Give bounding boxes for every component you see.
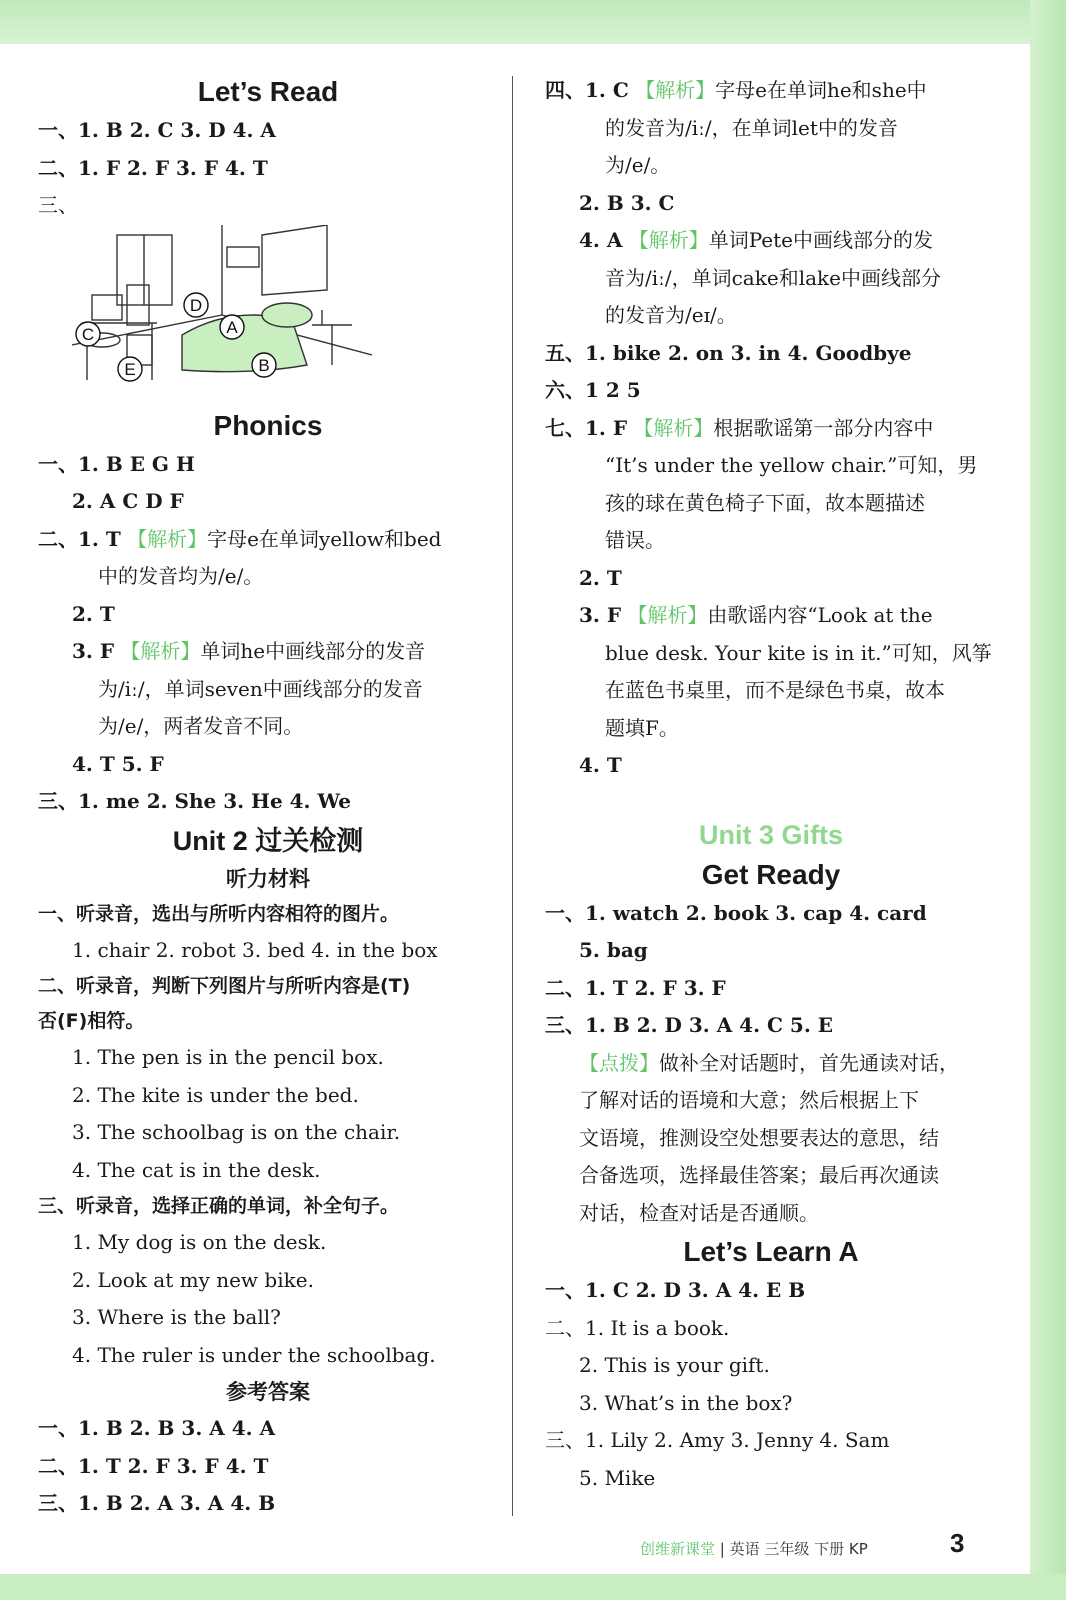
question-line: 二、听录音，判断下列图片与所听内容是(T) [38,975,411,997]
answer-line: 中的发音均为/e/。 [98,564,264,588]
label-c: C [81,324,95,344]
analysis-tag: 【解析】 [635,78,716,102]
tip-line: 【点拨】做补全对话题时，首先通读对话， [579,1050,959,1075]
tip-line: 对话，检查对话是否通顺。 [579,1200,819,1225]
answer-line: 4. A 【解析】单词Pete中画线部分的发 [579,228,933,252]
answer-line: 三、1. B 2. A 3. A 4. B [38,1491,276,1515]
answer-line: 三、1. B 2. D 3. A 4. C 5. E [545,1013,833,1037]
answer-line: 一、1. B 2. B 3. A 4. A [38,1416,276,1440]
tip-tag: 【点拨】 [579,1050,659,1075]
heading-lets-learn-a: Let’s Learn A [683,1236,859,1267]
answer-line: 为/e/，两者发音不同。 [98,714,304,738]
list-item: 2. The kite is under the bed. [72,1082,359,1107]
answer-line: 一、1. C 2. D 3. A 4. E B [545,1278,806,1302]
answer-line: 一、1. watch 2. book 3. cap 4. card [545,900,927,925]
footer [640,1538,868,1559]
answer-line: 为/e/。 [605,153,671,177]
answer-line: 一、1. B E G H [38,451,195,476]
answer-line: 七、1. F 【解析】根据歌谣第一部分内容中 [545,415,934,440]
answer-line: 2. T [579,565,622,590]
answer-line: 3. What’s in the box? [579,1390,793,1415]
label-a: A [226,317,238,337]
top-border [0,0,1066,44]
answer-line: 3. F 【解析】由歌谣内容“Look at the [579,603,933,627]
answer-line: 音为/iː/，单词cake和lake中画线部分 [605,265,941,290]
answer-line: “It’s under the yellow chair.”可知，男 [605,453,978,477]
right-border [1030,0,1066,1600]
answer-line: 二、1. F 2. F 3. F 4. T [38,155,268,180]
subheading-listening: 听力材料 [226,866,310,891]
answer-line: 2. T [72,601,115,626]
answer-line: 二、1. T 2. F 3. F [545,975,726,1000]
right-column [545,72,997,1497]
analysis-tag: 【解析】 [127,526,208,551]
answer-line: 3. F 【解析】单词he中画线部分的发音 [72,639,426,663]
answer-line: 的发音为/iː/，在单词let中的发音 [605,115,898,140]
answer-line: 2. A C D F [72,489,184,513]
label-e: E [124,359,136,379]
analysis-tag: 【解析】 [627,603,708,627]
footer-brand: 创维新课堂 [640,1540,716,1558]
question-line: 三、听录音，选择正确的单词，补全句子。 [38,1195,400,1217]
answer-line: 1. chair 2. robot 3. bed 4. in the box [72,937,438,962]
question-line: 一、听录音，选出与所听内容相符的图片。 [38,902,400,925]
answer-line: 2. This is your gift. [579,1353,770,1377]
analysis-tag: 【解析】 [628,228,709,252]
answer-line: 三、1. Lily 2. Amy 3. Jenny 4. Sam [545,1428,890,1452]
answer-line: 四、1. C 【解析】字母e在单词he和she中 [545,78,927,102]
heading-get-ready: Get Ready [701,858,841,890]
answer-line: 5. bag [579,938,648,962]
list-item: 1. My dog is on the desk. [72,1230,327,1254]
column-divider [512,76,513,1516]
answer-line: 二、1. T 【解析】字母e在单词yellow和bed [38,526,442,551]
answer-line: 4. T 5. F [72,751,164,776]
analysis-tag: 【解析】 [633,415,714,440]
list-item: 4. The cat is in the desk. [72,1157,321,1182]
list-item: 4. The ruler is under the schoolbag. [72,1342,436,1367]
answer-line: 2. B 3. C [579,190,675,215]
subheading-answers: 参考答案 [226,1380,310,1404]
page-number: 3 [950,1528,965,1558]
answer-line: 二、1. T 2. F 3. F 4. T [38,1453,269,1478]
heading-unit2: Unit 2 过关检测 [172,825,364,856]
answer-line: 错误。 [605,528,665,552]
bottom-border [0,1574,1066,1600]
label-d: D [189,295,203,315]
answer-line: 三、 [38,193,78,217]
heading-phonics: Phonics [213,409,323,441]
footer-book-info: | 英语 三年级 下册 KP [719,1540,868,1558]
answer-line: 为/iː/，单词seven中画线部分的发音 [98,676,423,701]
left-column [38,72,498,1523]
answer-line: 在蓝色书桌里，而不是绿色书桌，故本 [605,678,945,702]
answer-line: 三、1. me 2. She 3. He 4. We [38,789,352,813]
answer-line: 二、1. It is a book. [545,1315,730,1340]
label-b: B [258,355,270,375]
heading-unit3: Unit 3 Gifts [698,819,843,850]
list-item: 2. Look at my new bike. [72,1267,314,1292]
answer-line: 4. T [579,753,622,777]
list-item: 1. The pen is in the pencil box. [72,1045,384,1069]
heading-lets-read: Let’s Read [197,76,339,107]
question-line: 否(F)相符。 [38,1010,145,1032]
tip-line: 了解对话的语境和大意；然后根据上下 [579,1088,919,1112]
analysis-tag: 【解析】 [120,639,201,663]
answer-line: 五、1. bike 2. on 3. in 4. Goodbye [545,340,912,365]
answer-line: 5. Mike [579,1465,656,1490]
answer-line: 一、1. B 2. C 3. D 4. A [38,118,276,142]
tip-line: 文语境，推测设空处想要表达的意思，结 [579,1125,939,1150]
answer-line: 的发音为/eɪ/。 [605,303,737,327]
list-item: 3. Where is the ball? [72,1305,281,1329]
list-item: 3. The schoolbag is on the chair. [72,1120,401,1144]
answer-line: 题填F。 [605,715,679,740]
answer-line: blue desk. Your kite is in it.”可知，风筝 [605,640,992,665]
bedroom-illustration [72,225,372,390]
tip-line: 合备选项，选择最佳答案；最后再次通读 [579,1163,939,1187]
answer-line: 六、1 2 5 [545,378,641,402]
answer-line: 孩的球在黄色椅子下面，故本题描述 [605,490,925,515]
